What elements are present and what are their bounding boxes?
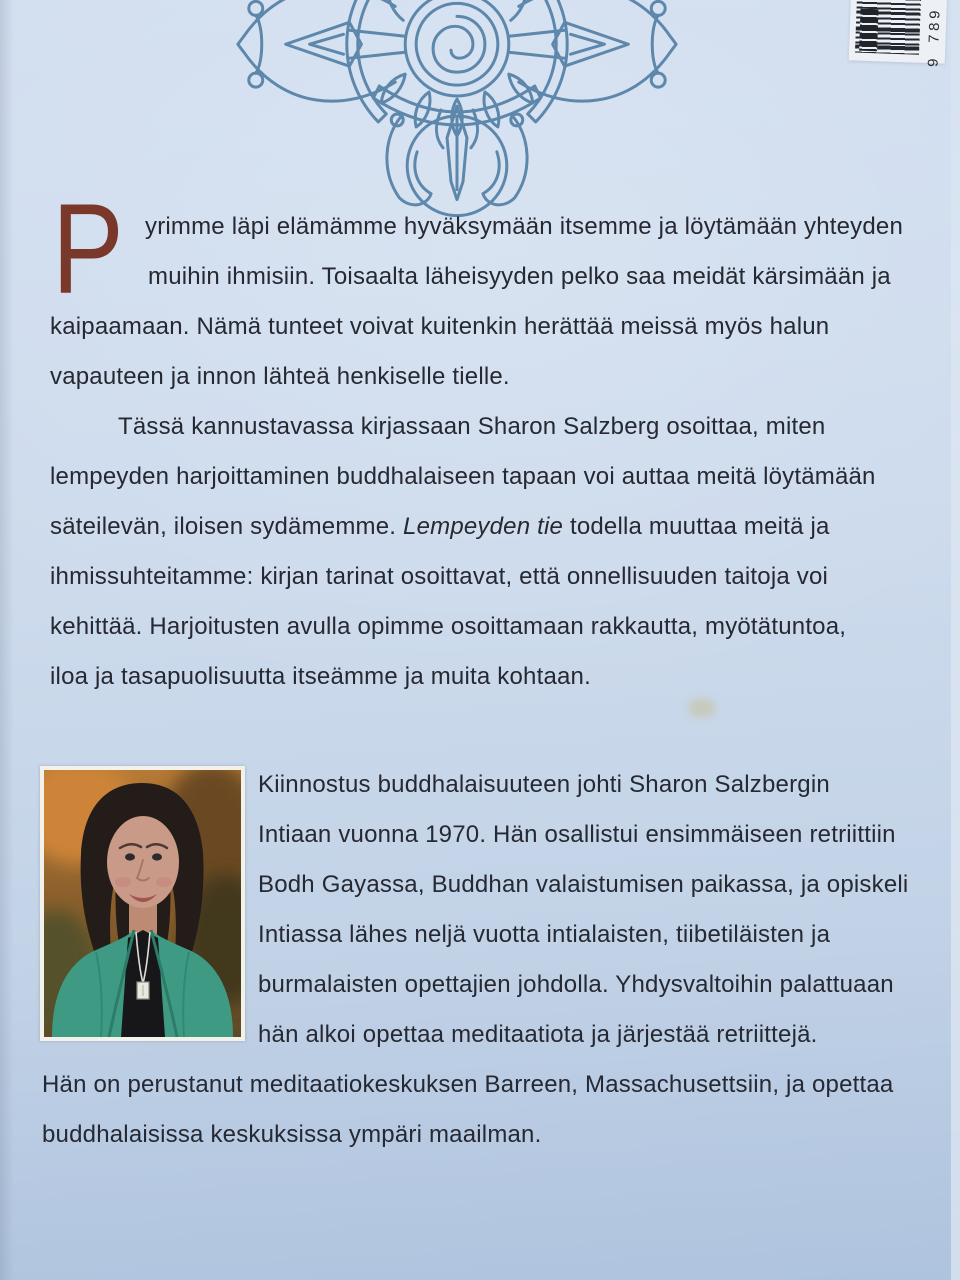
text-line: burmalaisten opettajien johdolla. Yhdysvaltoihin palattuaan	[258, 971, 894, 998]
text-line: Hän on perustanut meditaatiokeskuksen Barreen, Massachusettsiin, ja opettaa	[42, 1071, 894, 1098]
text-line: yrimme läpi elämämme hyväksymään itsemme ja löytämään yhteyden	[145, 213, 904, 240]
page-edge-shadow-left	[0, 0, 14, 1280]
text-line: muihin ihmisiin. Toisaalta läheisyyden pelko saa meidät kärsimään ja	[148, 263, 891, 290]
page-edge-highlight-right	[951, 0, 960, 1280]
text-line: Kiinnostus buddhalaisuuteen johti Sharon Salzbergin	[258, 771, 830, 798]
text-line: buddhalaisissa keskuksissa ympäri maailman.	[42, 1121, 542, 1148]
synopsis-paragraph	[50, 402, 936, 702]
text-line: iloa ja tasapuolisuutta itseämme ja muita kohtaan.	[50, 663, 591, 690]
text-line: Bodh Gayassa, Buddhan valaistumisen paikassa, ja opiskeli	[258, 871, 909, 898]
text-line: säteilevän, iloisen sydämemme. Lempeyden tie todella muuttaa meitä ja	[50, 513, 830, 540]
text-line: kehittää. Harjoitusten avulla opimme osoittamaan rakkautta, myötätuntoa,	[50, 613, 847, 640]
text-line: Intiaan vuonna 1970. Hän osallistui ensimmäiseen retriittiin	[258, 821, 896, 848]
double-vajra-ornament	[198, 0, 716, 226]
intro-paragraph	[50, 178, 936, 402]
barcode-bars-heavy	[859, 9, 878, 52]
text-line: kaipaamaan. Nämä tunteet voivat kuitenkin herättää meissä myös halun	[50, 313, 830, 340]
paper-stain	[688, 698, 716, 718]
text-line: vapauteen ja innon lähteä henkiselle tielle.	[50, 363, 510, 390]
text-line: lempeyden harjoittaminen buddhalaiseen tapaan voi auttaa meitä löytämään	[50, 463, 876, 490]
text-line: hän alkoi opettaa meditaatiota ja järjestää retriittejä.	[258, 1021, 818, 1048]
dropcap-letter: P	[52, 178, 124, 321]
text-line: ihmissuhteitamme: kirjan tarinat osoittavat, että onnellisuuden taitoja voi	[50, 563, 829, 590]
text-line: Tässä kannustavassa kirjassaan Sharon Salzberg osoittaa, miten	[118, 413, 826, 440]
barcode-digits: 9 789	[925, 7, 945, 68]
back-cover-text	[50, 178, 936, 702]
text-line: Intiassa lähes neljä vuotta intialaisten, tiibetiläisten ja	[258, 921, 831, 948]
author-bio-paragraph	[42, 760, 936, 1160]
isbn-barcode	[849, 0, 948, 68]
